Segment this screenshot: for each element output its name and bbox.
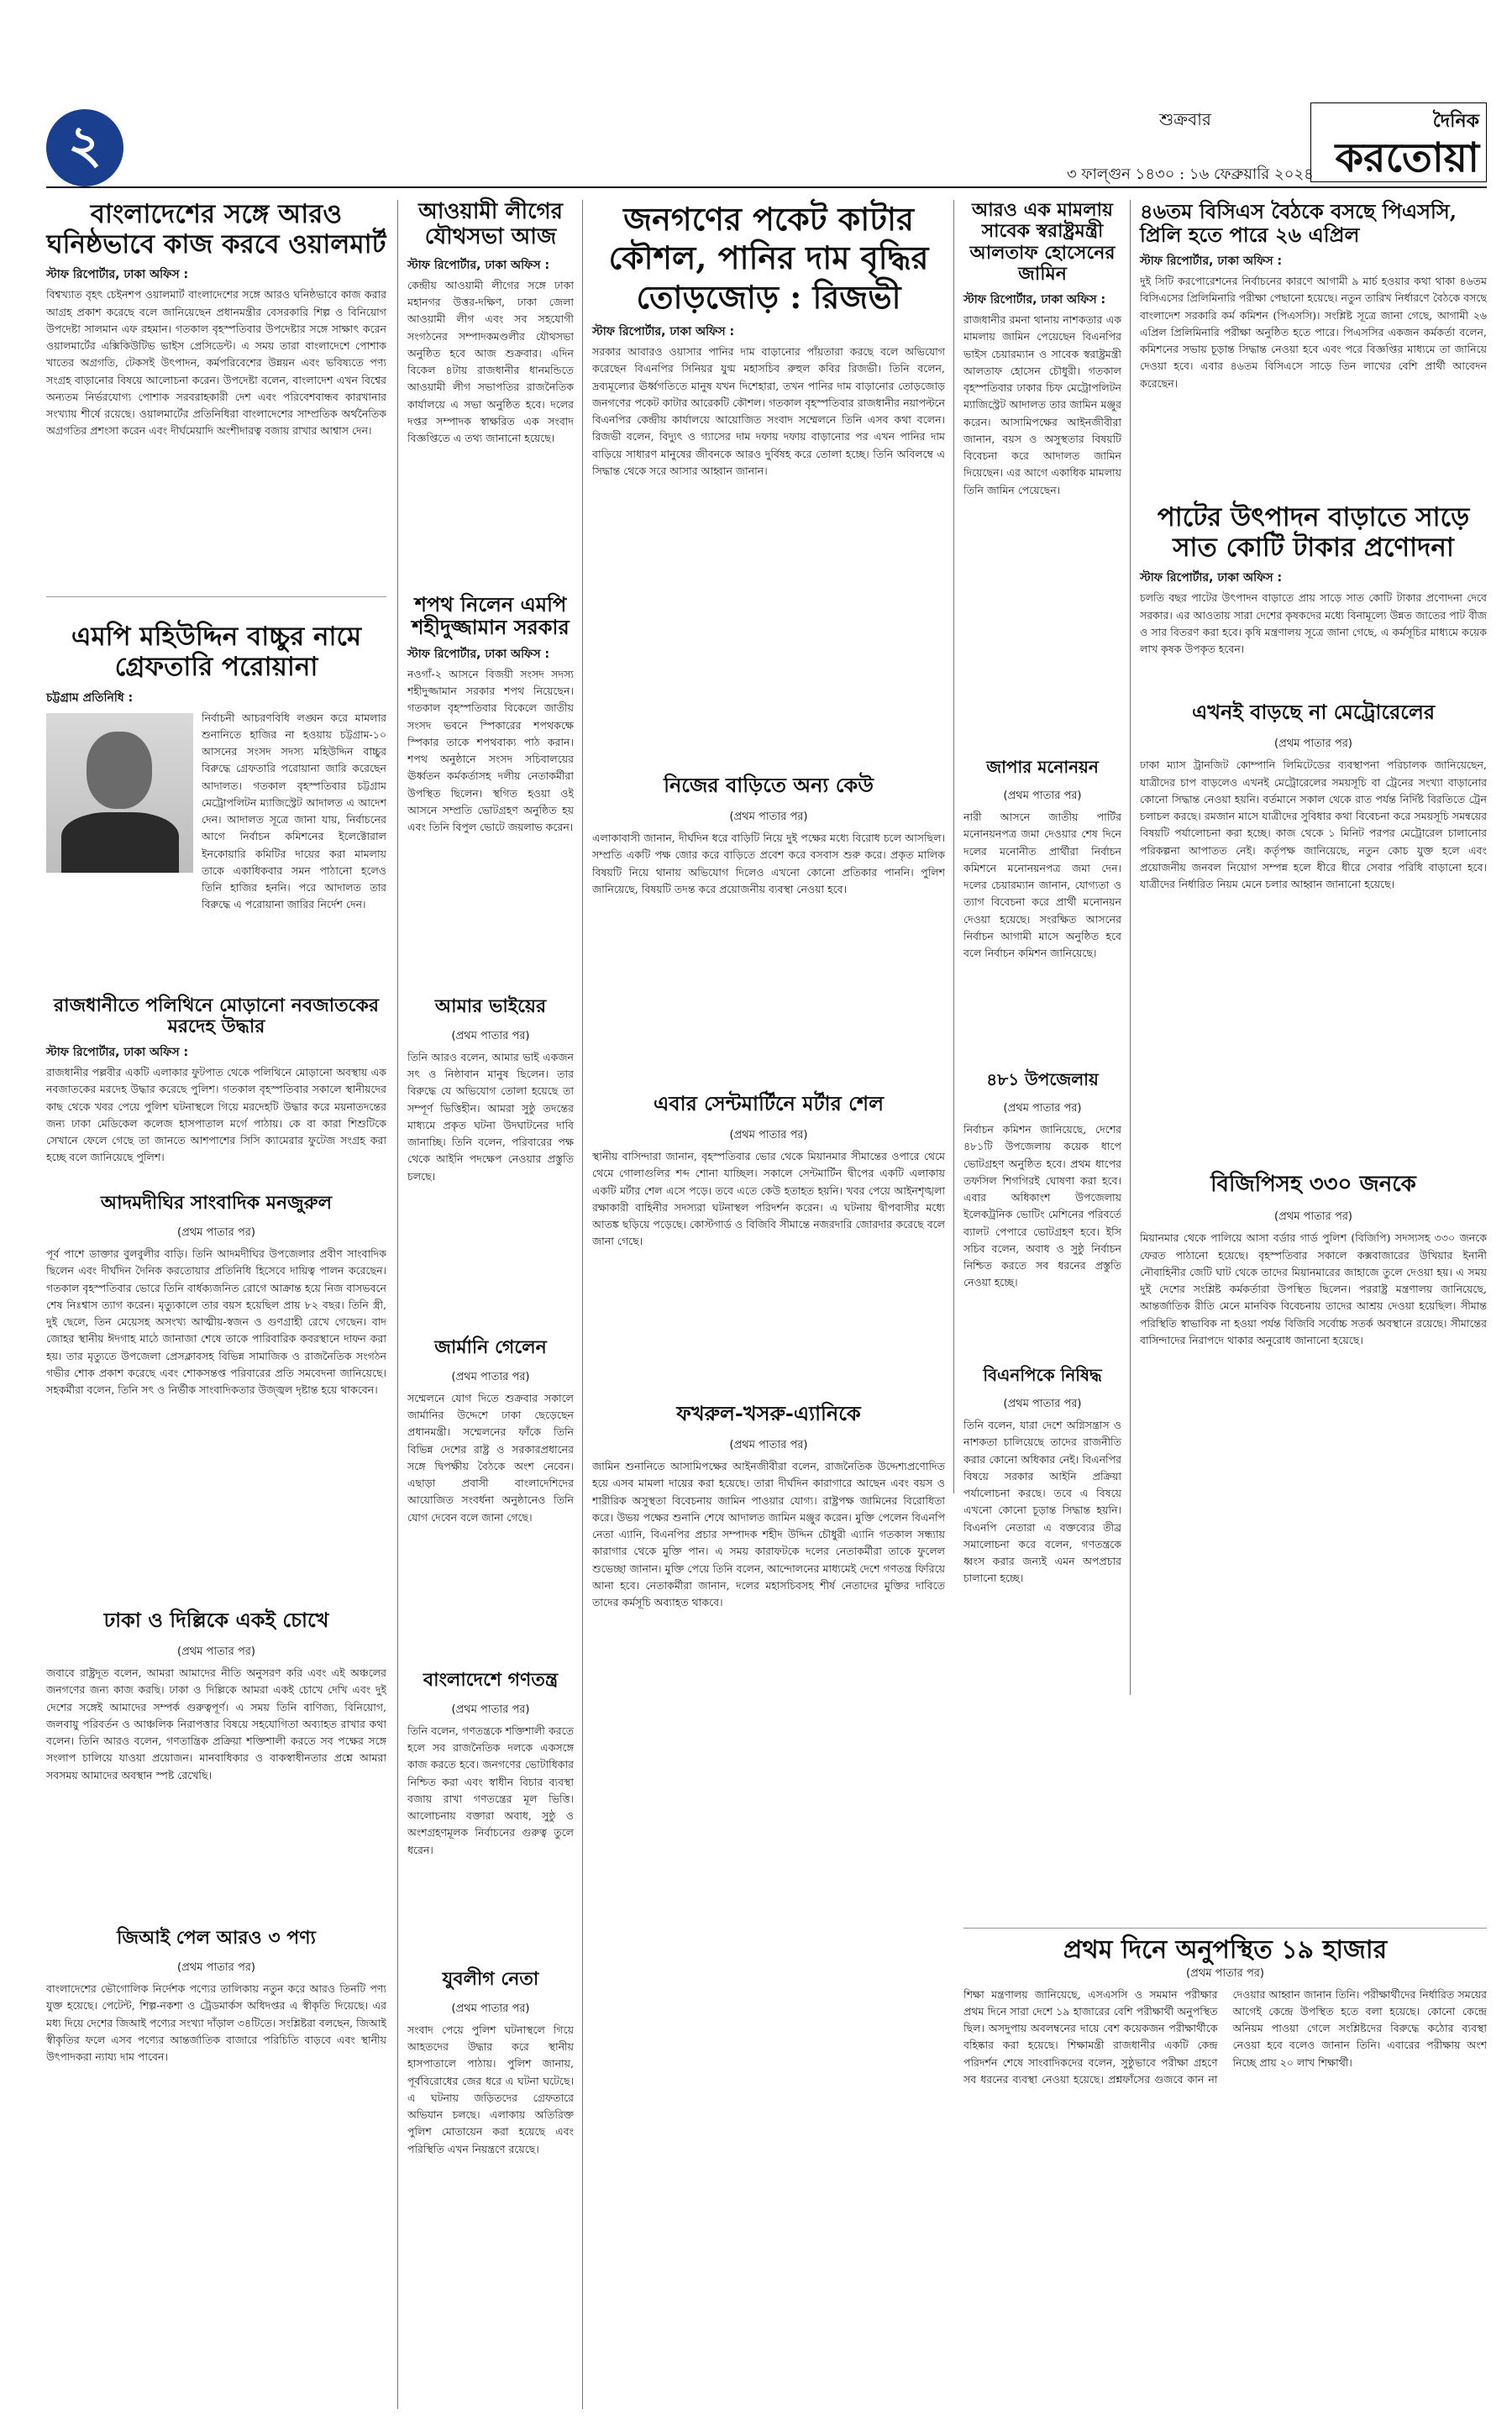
article-body: দুই সিটি করপোরেশনের নির্বাচনের কারণে আগামী ৯ মার্চ হওয়ার কথা থাকা ৪৬তম বিসিএসের প্রিলিমিনারি পরীক্ষা পেছানো হয়েছে। নতুন তারিখ নির্ধারণে বৈঠকে বসছে বাংলাদেশ সরকারি কর্ম কমিশন (পিএসসি)। সংশ্লিষ্ট সূত্রে জানা গেছে, আগামী ২৬ এপ্রিল প্রিলিমিনারি পরীক্ষা অনুষ্ঠিত হতে পারে। পিএসসির একজন কর্মকর্তা বলেন, কমিশনের সভায় চূড়ান্ত সিদ্ধান্ত নেওয়া হবে এবং পরে বিজ্ঞপ্তির মাধ্যমে তা জানিয়ে দেওয়া হবে। এবার ৪৬তম বিসিএসে সাড়ে তিন লাখের বেশি প্রার্থী আবেদন করেছেন। xyxy=(1140,275,1487,390)
article-bgp-return xyxy=(1140,1167,1487,1616)
article-body: নির্বাচন কমিশন জানিয়েছে, দেশের ৪৮১টি উপজেলায় কয়েক ধাপে ভোটগ্রহণ অনুষ্ঠিত হবে। প্রথম ধাপের তফসিল শিগগিরই ঘোষণা করা হবে। এবার অধিকাংশ উপজেলায় ইলেকট্রনিক ভোটিং মেশিনের পরিবর্তে ব্যালট পেপারে ভোটগ্রহণ হবে। ইসি সচিব বলেন, অবাধ ও সুষ্ঠু নির্বাচন নিশ্চিত করতে সব ধরনের প্রস্তুতি নেওয়া হচ্ছে। xyxy=(963,1123,1121,1289)
article-body: চলতি বছর পাটের উৎপাদন বাড়াতে প্রায় সাড়ে সাত কোটি টাকার প্রণোদনা দেবে সরকার। এর আওতায় সারা দেশের কৃষকদের মধ্যে বিনামূল্যে উন্নত জাতের পাট বীজ ও সার বিতরণ করা হবে। কৃষি মন্ত্রণালয় সূত্রে জানা গেছে, এ কর্মসূচির মাধ্যমে কয়েক লাখ কৃষক উপকৃত হবেন। xyxy=(1140,591,1487,656)
headline: জিআই পেল আরও ৩ পণ্য xyxy=(117,1927,316,1950)
article-body: মিয়ানমার থেকে পালিয়ে আসা বর্ডার গার্ড পুলিশ (বিজিপি) সদস্যসহ ৩৩০ জনকে ফেরত পাঠানো হয়েছে। বৃহস্পতিবার সকালে কক্সবাজারের উখিয়ার ইনানী নৌবাহিনীর জেটি ঘাট থেকে তাদের মিয়ানমারের জাহাজে তুলে দেওয়া হয়। এ সময় দুই দেশের সংশ্লিষ্ট কর্মকর্তারা উপস্থিত ছিলেন। পররাষ্ট্র মন্ত্রণালয় জানিয়েছে, আন্তর্জাতিক রীতি মেনে মানবিক বিবেচনায় তাদের আশ্রয় দেওয়া হয়েছিল। সীমান্ত পরিস্থিতি স্বাভাবিক না হওয়া পর্যন্ত বিজিবি সর্বোচ্চ সতর্ক অবস্থানে রয়েছে। সীমান্তের বাসিন্দাদের নিরাপদে থাকার অনুরোধ জানানো হয়েছে। xyxy=(1140,1231,1487,1346)
column-2 xyxy=(407,200,574,2274)
column-divider xyxy=(397,200,398,2409)
article-newborn xyxy=(46,995,386,1183)
headline: পাটের উৎপাদন বাড়াতে সাড়ে সাত কোটি টাকার প্রণোদনা xyxy=(1157,502,1470,563)
byline: স্টাফ রিপোর্টার, ঢাকা অফিস : xyxy=(1140,255,1283,269)
article-walmart xyxy=(46,200,386,599)
headline: ঢাকা ও দিল্লিকে একই চোখে xyxy=(103,1608,329,1633)
article-body: সরকার আবারও ওয়াসার পানির দাম বাড়ানোর পাঁয়তারা করছে বলে অভিযোগ করেছেন বিএনপির সিনিয়র যুগ্ম মহাসচিব রুহুল কবির রিজভী। তিনি বলেন, দ্রব্যমূল্যের ঊর্ধ্বগতিতে মানুষ যখন দিশেহারা, তখন পানির দাম বাড়ানোর তোড়জোড় জনগণের পকেট কাটার আরেকটি কৌশল। গতকাল বৃহস্পতিবার রাজধানীর নয়াপল্টনে বিএনপির কেন্দ্রীয় কার্যালয়ে আয়োজিত সংবাদ সম্মেলনে তিনি এসব কথা বলেন। রিজভী বলেন, বিদ্যুৎ ও গ্যাসের দাম দফায় দফায় বাড়ানোর পর এখন পানির দাম বাড়িয়ে সাধারণ মানুষের জীবনকে আরও দুর্বিষহ করে তোলা হচ্ছে। তিনি অবিলম্বে এ সিদ্ধান্ত থেকে সরে আসার আহ্বান জানান। xyxy=(592,345,945,477)
headline: এবার সেন্টমার্টিনে মর্টার শেল xyxy=(654,1091,884,1116)
byline: স্টাফ রিপোর্টার, ঢাকা অফিস : xyxy=(963,293,1106,307)
continued-label: (প্রথম পাতার পর) xyxy=(451,1370,530,1383)
article-oath xyxy=(407,593,574,985)
continued-label: (প্রথম পাতার পর) xyxy=(1186,1966,1264,1980)
masthead-rule xyxy=(46,186,1487,188)
article-adamdighi xyxy=(46,1189,386,1598)
headline: আরও এক মামলায় সাবেক স্বরাষ্ট্রমন্ত্রী আলতাফ হোসেনের জামিন xyxy=(969,199,1116,285)
headline: শপথ নিলেন এমপি শহীদুজ্জামান সরকার xyxy=(412,591,570,640)
article-body: নির্বাচনী আচরণবিধি লঙ্ঘন করে মামলার শুনানিতে হাজির না হওয়ায় চট্টগ্রাম-১০ আসনের সংসদ সদস্য মহিউদ্দিন বাচ্চুর বিরুদ্ধে গ্রেফতারি পরোয়ানা জারি করেছেন আদালত। গতকাল বৃহস্পতিবার চট্টগ্রাম মেট্রোপলিটন ম্যাজিস্ট্রেট আদালত এ আদেশ দেন। আদালত সূত্রে জানা যায়, নির্বাচনের আগে নির্বাচন কমিশনের ইলেক্টোরাল ইনকোয়ারি কমিটির দায়ের করা মামলায় তাকে একাধিকবার সমন পাঠানো হলেও তিনি হাজির হননি। পরে আদালত তার বিরুদ্ধে এ পরোয়ানা জারির নির্দেশ দেন। xyxy=(202,711,386,911)
continued-label: (প্রথম পাতার পর) xyxy=(729,811,808,824)
article-body: স্থানীয় বাসিন্দারা জানান, বৃহস্পতিবার ভোর থেকে মিয়ানমার সীমান্তের ওপারে থেমে থেমে গোলাগুলির শব্দ শোনা যাচ্ছিল। সকালে সেন্টমার্টিন দ্বীপের একটি এলাকায় একটি মর্টার শেল এসে পড়ে। তবে এতে কেউ হতাহত হয়নি। খবর পেয়ে আইনশৃঙ্খলা রক্ষাকারী বাহিনীর সদস্যরা ঘটনাস্থল পরিদর্শন করেন। এ ঘটনায় দ্বীপবাসীর মধ্যে আতঙ্ক ছড়িয়ে পড়েছে। কোস্টগার্ড ও বিজিবি সীমান্তে নজরদারি জোরদার করেছে বলে জানা গেছে। xyxy=(592,1150,945,1248)
issue-day: শুক্রবার xyxy=(1159,109,1211,129)
article-rizvi-water-price xyxy=(592,200,945,764)
headline: আওয়ামী লীগের যৌথসভা আজ xyxy=(418,199,563,249)
continued-label: (প্রথম পাতার পর) xyxy=(1003,1102,1082,1115)
article-body: নওগাঁ-২ আসনে বিজয়ী সংসদ সদস্য শহীদুজ্জামান সরকার শপথ নিয়েছেন। গতকাল বৃহস্পতিবার বিকেলে জাতীয় সংসদ ভবনে স্পিকারের শপথকক্ষে স্পিকার তাকে শপথবাক্য পাঠ করান। শপথ অনুষ্ঠানে সংসদ সচিবালয়ের ঊর্ধ্বতন কর্মকর্তাসহ দলীয় নেতাকর্মীরা উপস্থিত ছিলেন। স্থগিত হওয়া ওই আসনে সম্প্রতি ভোটগ্রহণ অনুষ্ঠিত হয় এবং তিনি বিপুল ভোটে জয়লাভ করেন। xyxy=(407,667,574,834)
continued-label: (প্রথম পাতার পর) xyxy=(451,1029,530,1042)
continued-label: (প্রথম পাতার পর) xyxy=(1003,790,1082,803)
continued-label: (প্রথম পাতার পর) xyxy=(451,2002,530,2015)
article-democracy xyxy=(407,1666,574,1958)
headline: বিএনপিকে নিষিদ্ধ xyxy=(983,1365,1102,1386)
article-bnp-ban xyxy=(963,1363,1121,1694)
headline: জাপার মনোনয়ন xyxy=(986,757,1099,778)
article-body: শিক্ষা মন্ত্রণালয় জানিয়েছে, এসএসসি ও সমমান পরীক্ষার প্রথম দিনে সারা দেশে ১৯ হাজারের বেশি পরীক্ষার্থী অনুপস্থিত ছিল। অসদুপায় অবলম্বনের দায়ে বেশ কয়েকজন পরীক্ষার্থীকে বহিষ্কার করা হয়েছে। শিক্ষামন্ত্রী রাজধানীর একটি কেন্দ্র পরিদর্শন শেষে সাংবাদিকদের বলেন, সুষ্ঠুভাবে পরীক্ষা গ্রহণে সব ধরনের ব্যবস্থা নেওয়া হয়েছে। প্রশ্নফাঁসের গুজবে কান না দেওয়ার আহ্বান জানান তিনি। পরীক্ষার্থীদের নির্ধারিত সময়ের আগেই কেন্দ্রে উপস্থিত হতে বলা হয়েছে। কোনো কেন্দ্রে অনিয়ম পাওয়া গেলে সংশ্লিষ্টদের বিরুদ্ধে কঠোর ব্যবস্থা নেওয়া হবে বলেও জানান তিনি। এবারের পরীক্ষায় অংশ নিচ্ছে প্রায় ২০ লাখ শিক্ষার্থী। xyxy=(963,1987,1487,2086)
article-bcs xyxy=(1140,200,1487,491)
headline: বাংলাদেশে গণতন্ত্র xyxy=(423,1668,559,1691)
article-body: জবাবে রাষ্ট্রদূত বলেন, আমরা আমাদের নীতি অনুসরণ করি এবং এই অঞ্চলের জনগণের জন্য কাজ করছি। ঢাকা ও দিল্লিকে আমরা একই চোখে দেখি এবং দুই দেশের সঙ্গেই আমাদের সম্পর্ক গুরুত্বপূর্ণ। এ সময় তিনি বাণিজ্য, বিনিয়োগ, জলবায়ু পরিবর্তন ও আঞ্চলিক নিরাপত্তার বিষয়ে সহযোগিতা অব্যাহত রাখার কথা বলেন। তিনি আরও বলেন, গণতান্ত্রিক প্রক্রিয়া শক্তিশালী করতে সব পক্ষের সঙ্গে সংলাপ চালিয়ে যাওয়া প্রয়োজন। মানবাধিকার ও বাকস্বাধীনতার প্রশ্নে আমরা সবসময় আমাদের অবস্থান স্পষ্ট রেখেছি। xyxy=(46,1666,386,1782)
article-jubo xyxy=(407,1965,574,2274)
section-divider xyxy=(963,1928,1487,1929)
article-awami-meeting xyxy=(407,200,574,580)
headline: আমার ভাইয়ের xyxy=(434,995,547,1017)
article-body: এলাকাবাসী জানান, দীর্ঘদিন ধরে বাড়িটি নিয়ে দুই পক্ষের মধ্যে বিরোধ চলে আসছিল। সম্প্রতি একটি পক্ষ জোর করে বাড়িতে প্রবেশ করে বসবাস শুরু করে। প্রকৃত মালিক বিষয়টি নিয়ে থানায় অভিযোগ দিলেও এখনো কোনো প্রতিকার পাননি। পুলিশ জানিয়েছে, বিষয়টি তদন্ত করে প্রয়োজনীয় ব্যবস্থা নেওয়া হবে। xyxy=(592,832,945,895)
headline: এখনই বাড়ছে না মেট্রোরেলের xyxy=(1191,700,1436,725)
column-1 xyxy=(46,200,386,2165)
article-body: জামিন শুনানিতে আসামিপক্ষের আইনজীবীরা বলেন, রাজনৈতিক উদ্দেশ্যপ্রণোদিত হয়ে এসব মামলা দায়ের করা হয়েছে। তারা দীর্ঘদিন কারাগারে আছেন এবং বয়স ও শারীরিক অসুস্থতা বিবেচনায় জামিন পাওয়ার যোগ্য। রাষ্ট্রপক্ষ জামিনের বিরোধিতা করে। উভয় পক্ষের শুনানি শেষে আদালত জামিন মঞ্জুর করেন। মুক্তি পেলেন বিএনপি নেতা এ্যানি, বিএনপির প্রচার সম্পাদক শহীদ উদ্দিন চৌধুরী এ্যানি গতকাল সন্ধ্যায় কারাগার থেকে মুক্তি পান। এ সময় কারাফটকে দলের নেতাকর্মীরা তাকে ফুলেল শুভেচ্ছা জানান। মুক্তি পেয়ে তিনি বলেন, আন্দোলনের মাধ্যমেই দেশে গণতন্ত্র ফিরিয়ে আনা হবে। নেতাকর্মীরা জানান, দলের মহাসচিবসহ শীর্ষ নেতাদের মুক্তির দাবিতে তাদের কর্মসূচি অব্যাহত থাকবে। xyxy=(592,1460,945,1609)
mp-portrait-photo xyxy=(46,713,193,873)
article-body: রাজধানীর রমনা থানায় নাশকতার এক মামলায় জামিন পেয়েছেন বিএনপির ভাইস চেয়ারম্যান ও সাবেক স্বরাষ্ট্রমন্ত্রী আলতাফ হোসেন চৌধুরী। গতকাল বৃহস্পতিবার ঢাকার চিফ মেট্রোপলিটন ম্যাজিস্ট্রেট আদালত তার জামিন মঞ্জুর করেন। আসামিপক্ষের আইনজীবীরা জানান, বয়স ও অসুস্থতার বিষয়টি বিবেচনা করে আদালত জামিন দিয়েছেন। এর আগে একাধিক মামলায় তিনি জামিন পেয়েছেন। xyxy=(963,313,1121,496)
continued-label: (প্রথম পাতার পর) xyxy=(1274,737,1352,751)
page-number: ২ xyxy=(46,109,123,186)
column-divider xyxy=(1130,200,1131,1695)
headline: ৪৬তম বিসিএস বৈঠকে বসছে পিএসসি, প্রিলি হতে পারে ২৬ এপ্রিল xyxy=(1140,199,1457,247)
newspaper-logo xyxy=(1310,102,1487,182)
headline: নিজের বাড়িতে অন্য কেউ xyxy=(664,773,874,798)
continued-label: (প্রথম পাতার পর) xyxy=(1003,1398,1082,1411)
article-metro xyxy=(1140,697,1487,1160)
headline: রাজধানীতে পলিথিনে মোড়ানো নবজাতকের মরদেহ উদ্ধার xyxy=(54,994,379,1037)
article-farrukh xyxy=(592,1399,945,2063)
article-st-martin xyxy=(592,1089,945,1392)
headline: এমপি মহিউদ্দিন বাচ্চুর নামে গ্রেফতারি পরোয়ানা xyxy=(71,622,362,682)
byline: স্টাফ রিপোর্টার, ঢাকা অফিস : xyxy=(407,647,550,661)
article-mp-warrant xyxy=(46,622,386,986)
article-body: রাজধানীর পল্লবীর একটি এলাকার ফুটপাত থেকে পলিথিনে মোড়ানো অবস্থায় এক নবজাতকের মরদেহ উদ্ধার করেছে পুলিশ। গতকাল বৃহস্পতিবার সকালে স্থানীয়দের কাছ থেকে খবর পেয়ে পুলিশ ঘটনাস্থলে গিয়ে মরদেহটি উদ্ধার করে ময়নাতদন্তের জন্য ঢাকা মেডিকেল কলেজ হাসপাতাল মর্গে পাঠায়। কে বা কারা শিশুটিকে সেখানে ফেলে গেছে তা জানতে আশপাশের সিসি ক্যামেরার ফুটেজ সংগ্রহ করা হচ্ছে বলে জানিয়েছে পুলিশ। xyxy=(46,1066,386,1164)
article-body: তিনি আরও বলেন, আমার ভাই একজন সৎ ও নিষ্ঠাবান মানুষ ছিলেন। তার বিরুদ্ধে যে অভিযোগ তোলা হয়েছে তা সম্পূর্ণ ভিত্তিহীন। আমরা সুষ্ঠু তদন্তের মাধ্যমে প্রকৃত ঘটনা উদঘাটনের দাবি জানাচ্ছি। তিনি বলেন, পরিবারের পক্ষ থেকে আইনি পদক্ষেপ নেওয়ার প্রস্তুতি চলছে। xyxy=(407,1050,574,1183)
article-altaf xyxy=(963,200,1121,748)
article-body: ঢাকা ম্যাস ট্রানজিট কোম্পানি লিমিটেডের ব্যবস্থাপনা পরিচালক জানিয়েছেন, যাত্রীদের চাপ বাড়লেও এখনই মেট্রোরেলের সময়সূচি বা ট্রেনের সংখ্যা বাড়ানোর কোনো সিদ্ধান্ত নেওয়া হয়নি। বর্তমানে সকাল থেকে রাত পর্যন্ত নির্দিষ্ট বিরতিতে ট্রেন চলাচল করছে। রমজান মাসে যাত্রীদের সুবিধার কথা বিবেচনা করে সময়সূচি সমন্বয়ের বিষয়টি পর্যালোচনা করা হচ্ছে। কাজ থেকে ১ মিনিট পরপর মেট্রোরেল চালানোর পরিকল্পনা আপাতত নেই। কর্তৃপক্ষ জানিয়েছে, নতুন কোচ যুক্ত হলে এবং প্রয়োজনীয় জনবল নিয়োগ সম্পন্ন হলে ধীরে ধীরে সেবার পরিধি বাড়ানো হবে। যাত্রীদের নির্ধারিত নিয়ম মেনে চলার আহ্বান জানানো হয়েছে। xyxy=(1140,758,1487,891)
continued-label: (প্রথম পাতার পর) xyxy=(451,1703,530,1716)
article-body: নারী আসনে জাতীয় পার্টির মনোনয়নপত্র জমা দেওয়ার শেষ দিনে দলের মনোনীত প্রার্থীরা নির্বাচন কমিশনে মনোনয়নপত্র জমা দেন। দলের চেয়ারম্যান জানান, যোগ্যতা ও ত্যাগ বিবেচনা করে প্রার্থী মনোনয়ন দেওয়া হয়েছে। সংরক্ষিত আসনের নির্বাচন আগামী মাসে অনুষ্ঠিত হবে বলে নির্বাচন কমিশন জানিয়েছে। xyxy=(963,811,1121,960)
headline: জার্মানি গেলেন xyxy=(434,1336,547,1358)
section-divider xyxy=(46,596,386,597)
headline: জনগণের পকেট কাটার কৌশল, পানির দাম বৃদ্ধির তোড়জোড় : রিজভী xyxy=(608,200,929,316)
continued-label: (প্রথম পাতার পর) xyxy=(177,1961,255,1975)
article-exam-absent xyxy=(963,1936,1487,2390)
article-body: সংবাদ পেয়ে পুলিশ ঘটনাস্থলে গিয়ে আহতদের উদ্ধার করে স্থানীয় হাসপাতালে পাঠায়। পুলিশ জানায়, পূর্ববিরোধের জের ধরে এ ঘটনা ঘটেছে। এ ঘটনায় জড়িতদের গ্রেফতারে অভিযান চলছে। এলাকায় অতিরিক্ত পুলিশ মোতায়েন করা হয়েছে এবং পরিস্থিতি এখন নিয়ন্ত্রণে রয়েছে। xyxy=(407,2023,574,2155)
headline: ৪৮১ উপজেলায় xyxy=(986,1069,1099,1090)
article-body: কেন্দ্রীয় আওয়ামী লীগের সঙ্গে ঢাকা মহানগর উত্তর-দক্ষিণ, ঢাকা জেলা আওয়ামী লীগ এবং সব সহযোগী সংগঠনের সম্পাদকমণ্ডলীর যৌথসভা অনুষ্ঠিত হবে আজ শুক্রবার। এদিন বিকেল ৪টায় রাজধানীর ধানমন্ডিতে আওয়ামী লীগ সভাপতির রাজনৈতিক কার্যালয়ে এ সভা অনুষ্ঠিত হবে। দলের দপ্তর সম্পাদক স্বাক্ষরিত এক সংবাদ বিজ্ঞপ্তিতে এ তথ্য জানানো হয়েছে। xyxy=(407,278,574,445)
headline: বিজিপিসহ ৩৩০ জনকে xyxy=(1210,1172,1416,1198)
article-body: পূর্ব পাশে ডাক্তার বুলবুলীর বাড়ি। তিনি আদমদীঘির উপজেলার প্রবীণ সাংবাদিক ছিলেন এবং দীর্ঘদিন দৈনিক করতোয়ার প্রতিনিধি হিসেবে দায়িত্ব পালন করেছেন। গতকাল বৃহস্পতিবার ভোরে তিনি বার্ধক্যজনিত রোগে আক্রান্ত হয়ে নিজ বাসভবনে শেষ নিঃশ্বাস ত্যাগ করেন। মৃত্যুকালে তার বয়স হয়েছিল প্রায় ৮২ বছর। তিনি স্ত্রী, দুই ছেলে, তিন মেয়েসহ অসংখ্য আত্মীয়-স্বজন ও গুণগ্রাহী রেখে গেছেন। বাদ জোহর স্থানীয় ঈদগাহ মাঠে জানাজা শেষে তাকে পারিবারিক কবরস্থানে দাফন করা হয়। তার মৃত্যুতে উপজেলা প্রেসক্লাবসহ বিভিন্ন সামাজিক ও রাজনৈতিক সংগঠন গভীর শোক প্রকাশ করেছে এবং শোকসন্তপ্ত পরিবারের প্রতি সমবেদনা জানিয়েছে। সহকর্মীরা বলেন, তিনি সৎ ও নির্ভীক সাংবাদিকতার উজ্জ্বল দৃষ্টান্ত হয়ে থাকবেন। xyxy=(46,1247,386,1397)
continued-label: (প্রথম পাতার পর) xyxy=(729,1129,808,1142)
byline: চট্টগ্রাম প্রতিনিধি : xyxy=(46,690,134,705)
article-body: সম্মেলনে যোগ দিতে শুক্রবার সকালে জার্মানির উদ্দেশে ঢাকা ছেড়েছেন প্রধানমন্ত্রী। সম্মেলনের ফাঁকে তিনি বিভিন্ন দেশের রাষ্ট্র ও সরকারপ্রধানের সঙ্গে দ্বিপক্ষীয় বৈঠকে অংশ নেবেন। এছাড়া প্রবাসী বাংলাদেশিদের আয়োজিত সংবর্ধনা অনুষ্ঠানেও তিনি যোগ দেবেন বলে জানা গেছে। xyxy=(407,1391,574,1524)
logo-big-text: করতোয়া xyxy=(1335,134,1479,181)
headline: যুবলীগ নেতা xyxy=(442,1967,539,1990)
article-other-person xyxy=(592,770,945,1082)
column-divider xyxy=(953,200,954,1493)
headline: আদমদীঘির সাংবাদিক মনজুরুল xyxy=(100,1192,333,1215)
article-jute xyxy=(1140,503,1487,690)
continued-label: (প্রথম পাতার পর) xyxy=(177,1645,255,1659)
article-germany xyxy=(407,1333,574,1659)
article-body: তিনি বলেন, গণতন্ত্রকে শক্তিশালী করতে হলে সব রাজনৈতিক দলকে একসঙ্গে কাজ করতে হবে। জনগণের ভোটাধিকার নিশ্চিত করা এবং স্বাধীন বিচার ব্যবস্থা বজায় রাখা গণতন্ত্রের মূল ভিত্তি। আলোচনায় বক্তারা অবাধ, সুষ্ঠু ও অংশগ্রহণমূলক নির্বাচনের গুরুত্ব তুলে ধরেন। xyxy=(407,1724,574,1856)
column-3 xyxy=(592,200,945,2063)
headline: ফখরুল-খসরু-এ্যানিকে xyxy=(676,1401,861,1426)
continued-label: (প্রথম পাতার পর) xyxy=(729,1439,808,1452)
logo-small-text: দৈনিক xyxy=(1432,110,1479,132)
article-brother xyxy=(407,992,574,1326)
continued-label: (প্রথম পাতার পর) xyxy=(1274,1210,1352,1224)
headline: বাংলাদেশের সঙ্গে আরও ঘনিষ্ঠভাবে কাজ করবে ওয়ালমার্ট xyxy=(46,199,386,260)
issue-date: ৩ ফাল্গুন ১৪৩০ : ১৬ ফেব্রুয়ারি ২০২৪ xyxy=(1067,165,1314,183)
article-gi-products xyxy=(46,1924,386,2165)
headline: প্রথম দিনে অনুপস্থিত ১৯ হাজার xyxy=(1063,1935,1388,1965)
column-5 xyxy=(1140,200,1487,1616)
byline: স্টাফ রিপোর্টার, ঢাকা অফিস : xyxy=(1140,571,1283,585)
article-dhaka-delhi xyxy=(46,1605,386,1917)
article-body: বাংলাদেশের ভৌগোলিক নির্দেশক পণ্যের তালিকায় নতুন করে আরও তিনটি পণ্য যুক্ত হয়েছে। পেটেন্ট, শিল্প-নকশা ও ট্রেডমার্কস অধিদপ্তর এ স্বীকৃতি দিয়েছে। এর মধ্য দিয়ে দেশের জিআই পণ্যের সংখ্যা দাঁড়াল ৩৪টিতে। সংশ্লিষ্টরা বলছেন, জিআই স্বীকৃতির ফলে এসব পণ্যের আন্তর্জাতিক বাজারে পরিচিতি বাড়বে এবং স্থানীয় উৎপাদকরা ন্যায্য দাম পাবেন। xyxy=(46,1982,386,2064)
continued-label: (প্রথম পাতার পর) xyxy=(177,1226,255,1240)
column-4 xyxy=(963,200,1121,1694)
article-body: তিনি বলেন, যারা দেশে অগ্নিসন্ত্রাস ও নাশকতা চালিয়েছে তাদের রাজনীতি করার কোনো অধিকার নেই। বিএনপির বিষয়ে সরকার আইনি প্রক্রিয়া পর্যালোচনা করছে। তবে এ বিষয়ে এখনো কোনো চূড়ান্ত সিদ্ধান্ত হয়নি। বিএনপি নেতারা এ বক্তব্যের তীব্র সমালোচনা করে বলেন, গণতন্ত্রকে ধ্বংস করার জন্যই এমন অপপ্রচার চালানো হচ্ছে। xyxy=(963,1419,1121,1585)
article-japa xyxy=(963,755,1121,1061)
article-upazila xyxy=(963,1068,1121,1357)
article-body: বিশ্বখ্যাত বৃহৎ চেইনশপ ওয়ালমার্ট বাংলাদেশের সঙ্গে আরও ঘনিষ্ঠভাবে কাজ করার আগ্রহ প্রকাশ করেছে বলে জানিয়েছেন প্রধানমন্ত্রীর বেসরকারি শিল্প ও বিনিয়োগ উপদেষ্টা সালমান এফ রহমান। গতকাল বৃহস্পতিবার উপদেষ্টার সঙ্গে সাক্ষাৎ করেন ওয়ালমার্টের এক্সিকিউটিভ ভাইস প্রেসিডেন্ট। এ সময় তারা বাংলাদেশে পোশাক খাতের অগ্রগতি, টেকসই উৎপাদন, কর্মপরিবেশের উন্নয়ন এবং ভবিষ্যতে পণ্য সংগ্রহ বাড়ানোর বিষয়ে আলোচনা করেন। উপদেষ্টা বলেন, বাংলাদেশ এখন বিশ্বের অন্যতম নির্ভরযোগ্য পোশাক সরবরাহকারী দেশ এবং পরিবেশবান্ধব কারখানার সংখ্যায় শীর্ষে রয়েছে। ওয়ালমার্টের প্রতিনিধিরা বাংলাদেশের সাম্প্রতিক অর্থনৈতিক অগ্রগতির প্রশংসা করেন এবং দীর্ঘমেয়াদি অংশীদারত্ব বজায় রাখার আশ্বাস দেন। xyxy=(46,288,386,438)
byline: স্টাফ রিপোর্টার, ঢাকা অফিস : xyxy=(46,268,189,282)
byline: স্টাফ রিপোর্টার, ঢাকা অফিস : xyxy=(592,325,735,339)
column-divider xyxy=(582,200,583,2409)
byline: স্টাফ রিপোর্টার, ঢাকা অফিস : xyxy=(407,258,550,272)
byline: স্টাফ রিপোর্টার, ঢাকা অফিস : xyxy=(46,1046,189,1060)
